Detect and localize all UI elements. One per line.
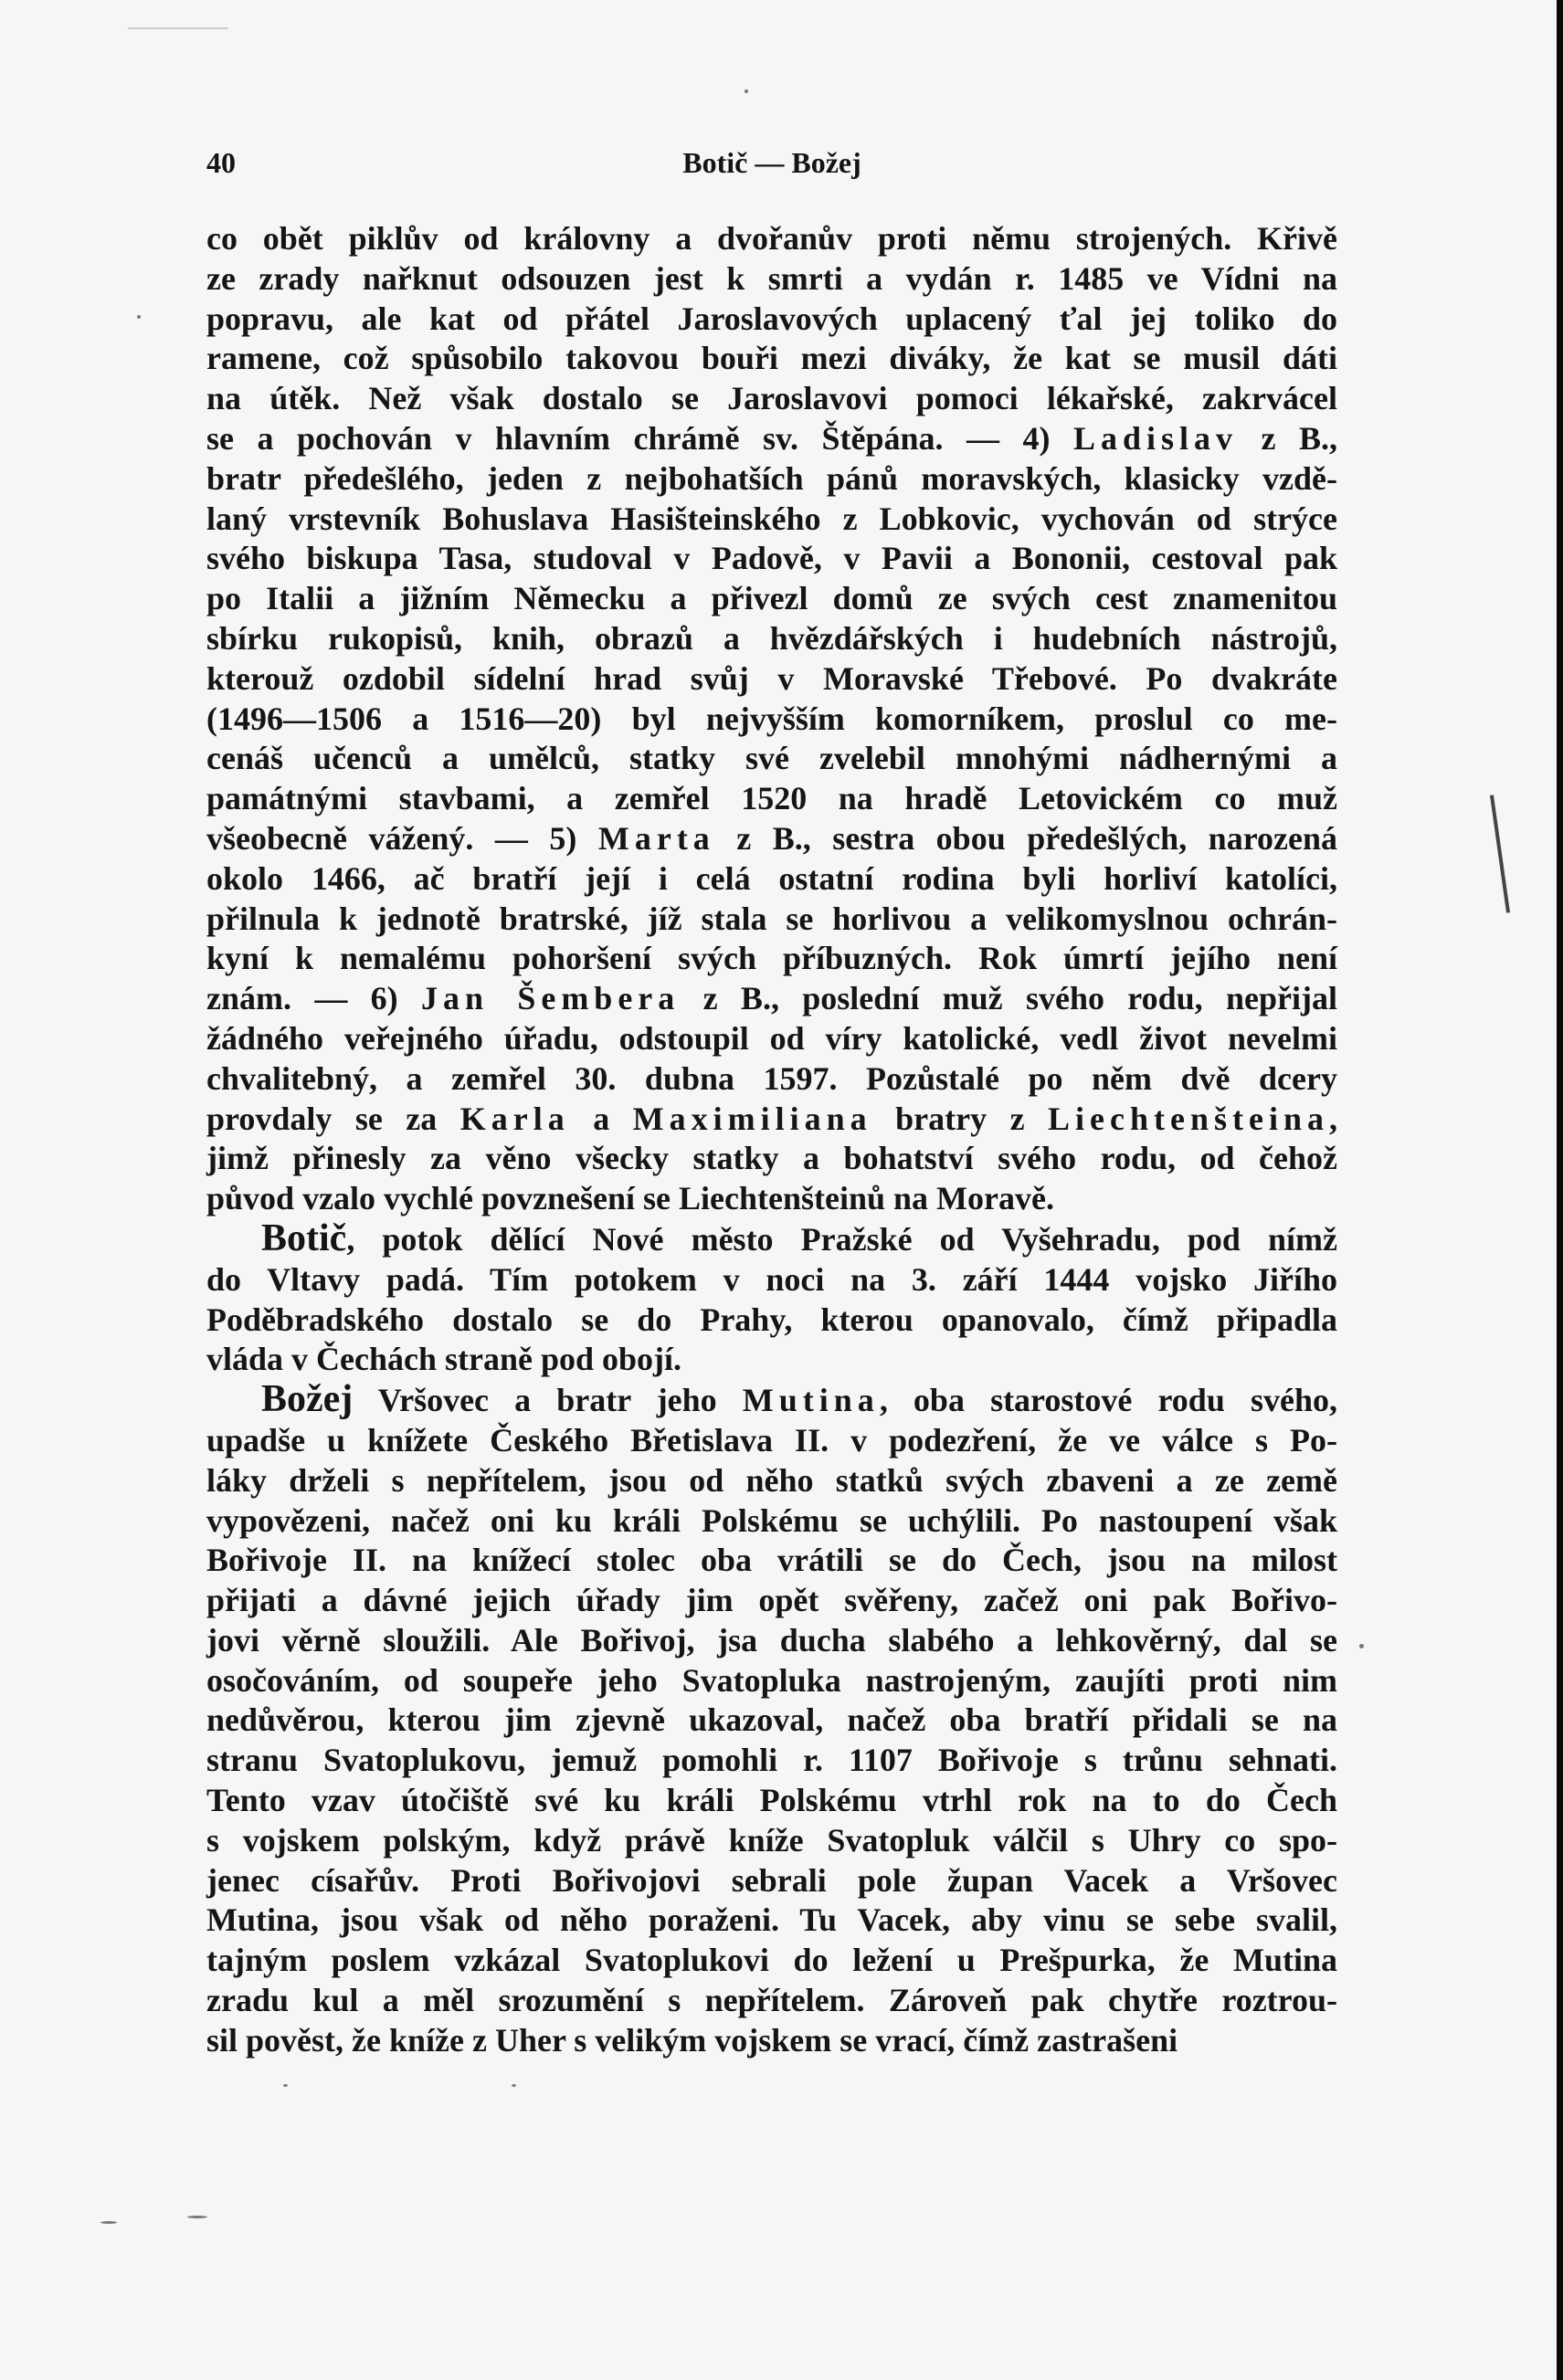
text-line: popravu, ale kat od přátel Jaroslavových uplacený ťal jej toliko do [206, 300, 1337, 337]
text-line: sbírku rukopisů, knih, obrazů a hvězdářských i hudebních nástrojů, [206, 619, 1337, 657]
text-fragment: z B., poslední muž svého rodu, nepřijal [680, 980, 1337, 1017]
text-line: chvalitebný, a zemřel 30. dubna 1597. Pozůstalé po něm dvě dcery [206, 1059, 1337, 1097]
text-line: Poděbradského dostalo se do Prahy, kterou opanovalo, čímž připadla [206, 1301, 1337, 1338]
text-line: stranu Svatoplukovu, jemuž pomohli r. 1107 Bořivoje s trůnu sehnati. [206, 1742, 1337, 1779]
text-fragment: , [1329, 1100, 1338, 1137]
headword: Božej [261, 1378, 354, 1421]
text-line: svého biskupa Tasa, studoval v Padově, v Pavii a Bononii, cestoval pak [206, 540, 1337, 577]
text-line: cenáš učenců a umělců, statky své zvelebil mnohými nádhernými a [206, 740, 1337, 777]
text-line: jimž přinesly za věno všecky statky a bohatství svého rodu, od čehož [206, 1140, 1337, 1177]
text-line [206, 1216, 1337, 1260]
text-fragment: , potok dělící Nové město Pražské od Vyšehradu, pod nímž [346, 1220, 1337, 1258]
text-fragment: všeobecně vážený. — 5) [206, 819, 598, 857]
text-line [206, 1100, 1337, 1140]
text-line [206, 419, 1337, 459]
text-fragment: Vršovec a bratr jeho [353, 1382, 743, 1419]
text-line: Bořivoje II. na knížecí stolec oba vrátili se do Čech, jsou na milost [206, 1542, 1337, 1579]
page-header [206, 146, 1337, 183]
text-line: původ vzalo vychlé povznešení se Liechtenšteinů na Moravě. [206, 1180, 1054, 1217]
spaced-name: Mutina [742, 1382, 880, 1419]
spaced-name: Maximiliana [632, 1100, 872, 1137]
text-line: ramene, což spůsobilo takovou bouři mezi diváky, že kat se musil dáti [206, 340, 1337, 377]
text-line: (1496—1506 a 1516—20) byl nejvyšším komorníkem, proslul co me- [206, 700, 1337, 737]
text-line: přilnula k jednotě bratrské, jíž stala se horlivou a velikomyslnou ochrán- [206, 900, 1337, 937]
margin-pencil-mark [1490, 795, 1510, 912]
speck [1359, 1644, 1364, 1648]
spaced-name: Marta [597, 819, 715, 857]
speck [283, 2084, 288, 2087]
text-line: laný vrstevník Bohuslava Hasišteinského z Lobkovic, vychován od strýce [206, 500, 1337, 537]
text-fragment: znám. — 6) [206, 980, 421, 1017]
text-line: zradu kul a měl srozumění s nepřítelem. Zároveň pak chytře roztrou- [206, 1982, 1337, 2019]
speck [512, 2084, 516, 2087]
edge-line [128, 27, 228, 29]
text-line: památnými stavbami, a zemřel 1520 na hradě Letovickém co muž [206, 780, 1337, 817]
text-line: vláda v Čechách straně pod obojí. [206, 1341, 682, 1378]
page-number: 40 [206, 146, 236, 179]
text-line: přijati a dávné jejich úřady jim opět svěřeny, začež oni pak Bořivo- [206, 1582, 1337, 1619]
running-head: Botič — Božej [682, 146, 861, 179]
text-line: tajným poslem vzkázal Svatoplukovi do ležení u Prešpurka, že Mutina [206, 1942, 1337, 1979]
text-line [206, 819, 1337, 859]
text-fragment: se a pochován v hlavním chrámě sv. Štěpána. — 4) [206, 419, 1073, 457]
spaced-name: Liechtenšteina [1048, 1100, 1330, 1137]
text-line: Mutina, jsou však od něho poraženi. Tu Vacek, aby vinu se sebe svalil, [206, 1901, 1337, 1939]
text-fragment: a [569, 1100, 633, 1137]
text-line: žádného veřejného úřadu, odstoupil od víry katolické, vedl život nevelmi [206, 1019, 1337, 1057]
text-line: do Vltavy padá. Tím potokem v noci na 3. září 1444 vojsko Jiřího [206, 1260, 1337, 1298]
text-line [206, 1380, 1337, 1421]
spaced-name: Ladislav [1072, 419, 1239, 457]
text-line [206, 979, 1337, 1019]
headword: Botič [261, 1216, 347, 1259]
spaced-name: Jan Šembera [420, 980, 681, 1017]
text-line: upadše u knížete Českého Břetislava II. v podezření, že ve válce s Po- [206, 1421, 1337, 1459]
text-fragment: provdaly se za [206, 1100, 460, 1137]
text-fragment: , oba starostové rodu svého, [879, 1382, 1337, 1419]
text-line: kyní k nemalému pohoršení svých příbuzných. Rok úmrtí jejího není [206, 940, 1337, 977]
text-fragment: z B., [1238, 419, 1337, 457]
text-line: na útěk. Než však dostalo se Jaroslavovi pomoci lékařské, zakrvácel [206, 380, 1337, 417]
text-line: osočováním, od soupeře jeho Svatopluka nastrojeným, zaujíti proti nim [206, 1661, 1337, 1699]
body-text [206, 219, 1337, 2061]
text-line: vypovězeni, načež oni ku králi Polskému se uchýlili. Po nastoupení však [206, 1501, 1337, 1539]
speck [187, 2216, 207, 2218]
text-line: ze zrady nařknut odsouzen jest k smrti a vydán r. 1485 ve Vídni na [206, 259, 1337, 297]
text-fragment: bratry z [871, 1100, 1049, 1137]
speck [137, 315, 141, 319]
text-line: okolo 1466, ač bratří její i celá ostatní rodina byli horliví katolíci, [206, 859, 1337, 897]
text-line: co obět piklův od královny a dvořanův proti němu strojených. Křivě [206, 220, 1337, 257]
text-line: jovi věrně sloužili. Ale Bořivoj, jsa ducha slabého a lehkověrný, dal se [206, 1621, 1337, 1659]
text-line: sil pověst, že kníže z Uher s velikým vojskem se vrací, čímž zastrašeni [206, 2021, 1178, 2059]
text-line: jenec císařův. Proti Bořivojovi sebrali pole župan Vacek a Vršovec [206, 1861, 1337, 1899]
text-line: kterouž ozdobil sídelní hrad svůj v Moravské Třebové. Po dvakráte [206, 659, 1337, 697]
text-line: nedůvěrou, kterou jim zjevně ukazoval, načež oba bratří přidali se na [206, 1701, 1337, 1739]
text-line: po Italii a jižním Německu a přivezl domů ze svých cest znamenitou [206, 580, 1337, 617]
text-line: láky drželi s nepřítelem, jsou od něho statků svých zbaveni a ze země [206, 1461, 1337, 1499]
text-line: Tento vzav útočiště své ku králi Polskému vtrhl rok na to do Čech [206, 1782, 1337, 1819]
speck [745, 90, 748, 93]
text-line: bratr předešlého, jeden z nejbohatších pánů moravských, klasicky vzdě- [206, 459, 1337, 497]
text-line: s vojskem polským, když právě kníže Svatopluk válčil s Uhry co spo- [206, 1821, 1337, 1859]
text-fragment: z B., sestra obou předešlých, narozená [714, 819, 1337, 857]
speck [100, 2221, 117, 2224]
spaced-name: Karla [459, 1100, 570, 1137]
